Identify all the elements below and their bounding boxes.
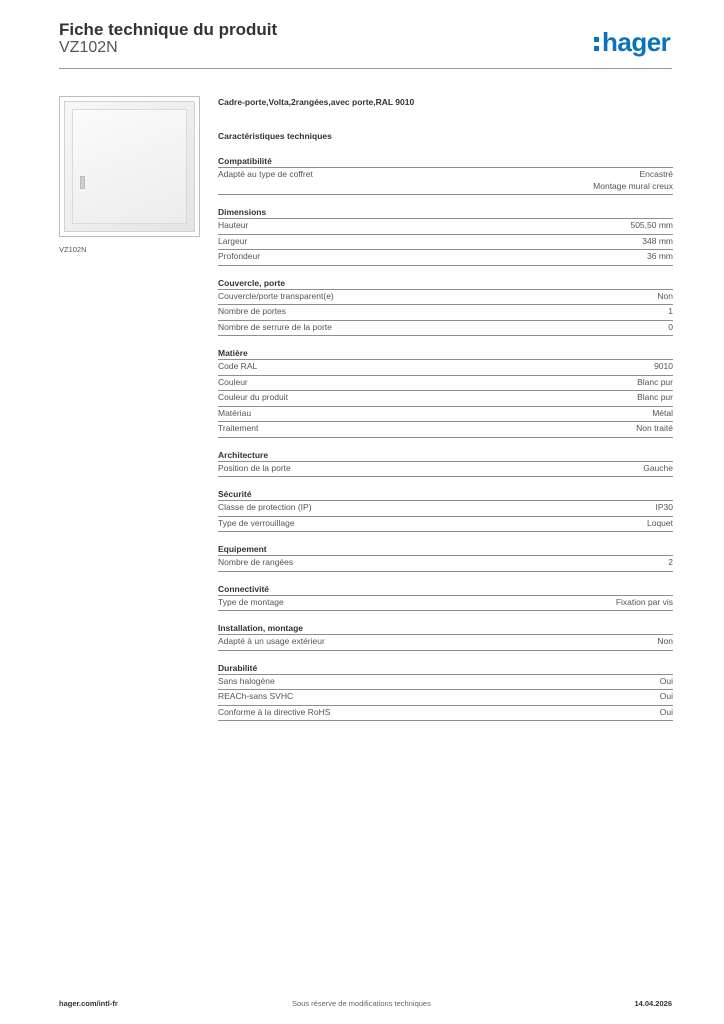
spec-label: Sans halogène — [218, 675, 275, 686]
spec-value: Fixation par vis — [615, 596, 673, 607]
spec-value: Gauche — [643, 462, 673, 473]
spec-value: 2 — [668, 557, 673, 567]
spec-label: Nombre de portes — [218, 306, 287, 316]
spec-row — [218, 290, 673, 306]
spec-row — [218, 360, 673, 376]
spec-label: Couleur — [218, 376, 248, 387]
page-title: Fiche technique du produit — [59, 20, 278, 39]
spec-value: Loquet — [647, 517, 673, 528]
tech-heading: Caractéristiques techniques — [218, 131, 332, 141]
section-title: Matière — [218, 347, 673, 360]
spec-section — [218, 583, 673, 612]
door-handle-icon — [80, 176, 85, 189]
spec-label: Adapté à un usage extérieur — [218, 636, 325, 646]
product-title: Cadre-porte,Volta,2rangées,avec porte,RAL 9010 — [218, 97, 415, 107]
spec-label: Type de montage — [218, 596, 284, 607]
spec-row — [218, 305, 673, 321]
spec-row — [218, 596, 673, 612]
spec-row — [218, 675, 673, 691]
spec-row — [218, 235, 673, 251]
spec-label: Conforme à la directive RoHS — [218, 706, 331, 717]
door-frame-illustration — [64, 101, 195, 232]
spec-value: Oui — [659, 706, 673, 717]
spec-label: Hauteur — [218, 220, 249, 230]
spec-sections — [218, 155, 673, 721]
spec-value: Métal — [652, 407, 673, 418]
spec-label: Profondeur — [218, 251, 261, 261]
spec-value: 36 mm — [647, 251, 673, 261]
spec-value: Blanc pur — [637, 392, 673, 402]
product-reference: VZ102N — [59, 39, 118, 56]
footer-date: 14.04.2026 — [634, 999, 672, 1008]
spec-row — [218, 501, 673, 517]
header-divider — [59, 68, 672, 69]
spec-value: 9010 — [654, 361, 673, 371]
door-panel-illustration — [72, 109, 187, 224]
spec-section — [218, 449, 673, 478]
hager-logo — [594, 27, 670, 57]
product-image — [59, 96, 200, 237]
section-title: Installation, montage — [218, 622, 673, 635]
section-title: Couvercle, porte — [218, 277, 673, 290]
footer-website: hager.com/intl-fr — [59, 999, 118, 1008]
section-title: Dimensions — [218, 206, 673, 219]
spec-section — [218, 155, 673, 195]
spec-row — [218, 462, 673, 478]
spec-label: Adapté au type de coffret — [218, 169, 313, 179]
spec-row — [218, 690, 673, 706]
spec-row — [218, 376, 673, 392]
spec-section — [218, 662, 673, 722]
spec-value: Non traité — [636, 423, 673, 433]
spec-row — [218, 250, 673, 266]
spec-row — [218, 635, 673, 651]
image-caption: VZ102N — [59, 245, 87, 254]
spec-label: Traitement — [218, 423, 259, 433]
spec-section — [218, 347, 673, 438]
spec-label: Nombre de serrure de la porte — [218, 321, 332, 332]
spec-value: Blanc pur — [637, 376, 673, 387]
section-title: Durabilité — [218, 662, 673, 675]
spec-section — [218, 277, 673, 337]
spec-value: 1 — [668, 306, 673, 316]
spec-section — [218, 488, 673, 532]
spec-value: 0 — [668, 321, 673, 332]
spec-label: Position de la porte — [218, 462, 291, 473]
spec-section — [218, 622, 673, 651]
logo-text: hager — [602, 26, 671, 57]
section-title: Sécurité — [218, 488, 673, 501]
section-title: Equipement — [218, 543, 673, 556]
footer-disclaimer: Sous réserve de modifications techniques — [292, 999, 431, 1008]
spec-row — [218, 422, 673, 438]
spec-label: Couleur du produit — [218, 392, 288, 402]
spec-row — [218, 706, 673, 722]
spec-value: 505,50 mm — [630, 220, 673, 230]
spec-value: 348 mm — [642, 235, 673, 246]
spec-row — [218, 219, 673, 235]
spec-label: Type de verrouillage — [218, 517, 295, 528]
spec-value: IP30 — [655, 502, 673, 512]
spec-row — [218, 321, 673, 337]
spec-label: Code RAL — [218, 361, 258, 371]
spec-label: Matériau — [218, 407, 252, 418]
spec-row — [218, 168, 673, 195]
spec-value: Oui — [659, 675, 673, 686]
logo-colon-icon — [594, 37, 599, 51]
spec-row — [218, 407, 673, 423]
spec-label: Nombre de rangées — [218, 557, 294, 567]
spec-row — [218, 517, 673, 533]
section-title: Connectivité — [218, 583, 673, 596]
section-title: Architecture — [218, 449, 673, 462]
spec-row — [218, 556, 673, 572]
spec-row — [218, 391, 673, 407]
spec-section — [218, 543, 673, 572]
spec-value: Oui — [659, 691, 673, 701]
spec-section — [218, 206, 673, 266]
section-title: Compatibilité — [218, 155, 673, 168]
spec-label: Classe de protection (IP) — [218, 502, 312, 512]
spec-value: Non — [657, 290, 673, 301]
spec-label: Couvercle/porte transparent(e) — [218, 290, 334, 301]
spec-content — [218, 96, 673, 721]
spec-value: Encastré Montage mural creux — [593, 169, 673, 191]
spec-label: Largeur — [218, 235, 248, 246]
spec-value: Non — [657, 636, 673, 646]
spec-label: REACh-sans SVHC — [218, 691, 294, 701]
